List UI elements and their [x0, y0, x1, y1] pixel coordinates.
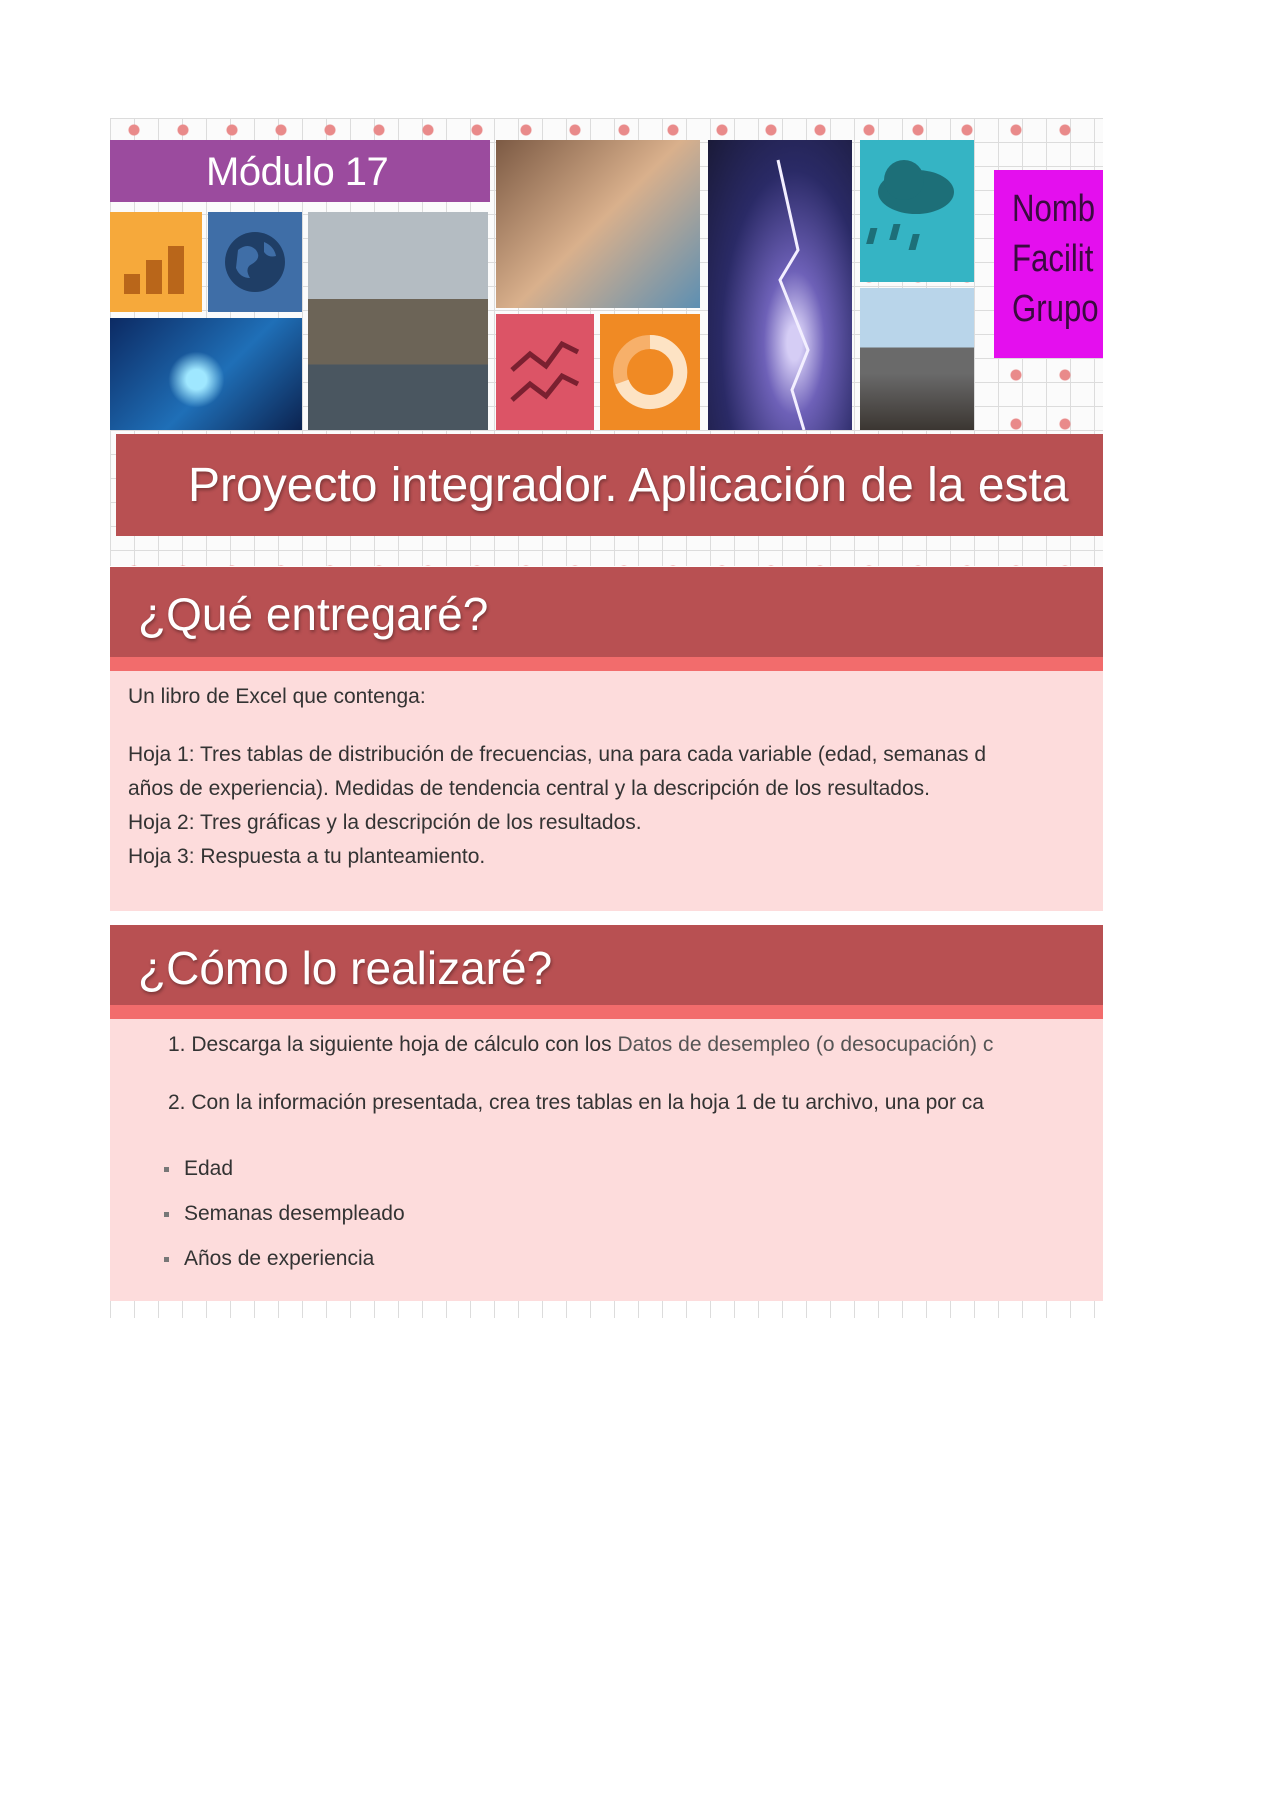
donut-chart-tile — [600, 314, 700, 430]
section-body-entregare — [110, 671, 1103, 911]
bullet-icon — [164, 1167, 169, 1172]
donut-chart-icon — [600, 314, 700, 430]
lightning-photo — [708, 140, 852, 430]
list-item: Edad — [184, 1157, 233, 1181]
bullet-icon — [164, 1212, 169, 1217]
section-title: ¿Cómo lo realizaré? — [138, 942, 553, 994]
intro-text: Un libro de Excel que contenga: — [128, 685, 426, 708]
section-header-realizare — [110, 925, 1103, 1019]
section-title: ¿Qué entregaré? — [138, 588, 489, 640]
lightning-bolt-icon — [708, 140, 852, 430]
module-banner — [110, 118, 1103, 566]
flood-photo — [308, 212, 488, 430]
step-1-text: 1. Descarga la siguiente hoja de cálculo con los — [168, 1033, 618, 1056]
project-title-band — [116, 434, 1103, 536]
facilitator-label: Facilit — [1012, 238, 1094, 280]
module-title: Módulo 17 — [206, 150, 389, 194]
rain-cloud-icon — [860, 140, 974, 282]
data-download-link[interactable]: Datos de desempleo (o desocupación) c — [617, 1033, 994, 1056]
section-body-realizare — [110, 1019, 1103, 1301]
globe-tile — [208, 212, 302, 312]
step-1 — [168, 1033, 993, 1057]
rain-cloud-tile — [860, 140, 974, 282]
module-title-tile — [110, 140, 490, 202]
line-chart-icon — [496, 314, 594, 430]
students-photo — [496, 140, 700, 308]
line-chart-tile — [496, 314, 594, 430]
bar-chart-tile — [110, 212, 202, 312]
sheet2-line: Hoja 2: Tres gráficas y la descripción de los resultados. — [128, 811, 642, 834]
list-item: Años de experiencia — [184, 1247, 374, 1271]
group-label: Grupo — [1012, 288, 1099, 330]
disaster-photo — [860, 288, 974, 430]
bullet-icon — [164, 1257, 169, 1262]
section-header-entregare — [110, 567, 1103, 671]
decorative-strip — [110, 1301, 1103, 1318]
sheet3-line: Hoja 3: Respuesta a tu planteamiento. — [128, 845, 486, 868]
technology-photo — [110, 318, 302, 430]
document-page — [110, 118, 1103, 1318]
bar-chart-icon — [110, 212, 202, 312]
student-info-box — [994, 170, 1103, 358]
name-label: Nomb — [1012, 188, 1096, 230]
step-2: 2. Con la información presentada, crea tres tablas en la hoja 1 de tu archivo, una por ca — [168, 1091, 984, 1114]
sheet1-line-cont: años de experiencia). Medidas de tendencia central y la descripción de los resultados. — [128, 777, 930, 800]
project-title: Proyecto integrador. Aplicación de la esta — [188, 459, 1069, 512]
list-item: Semanas desempleado — [184, 1202, 405, 1226]
sheet1-line: Hoja 1: Tres tablas de distribución de frecuencias, una para cada variable (edad, semanas d — [128, 743, 987, 766]
globe-icon — [208, 212, 302, 312]
